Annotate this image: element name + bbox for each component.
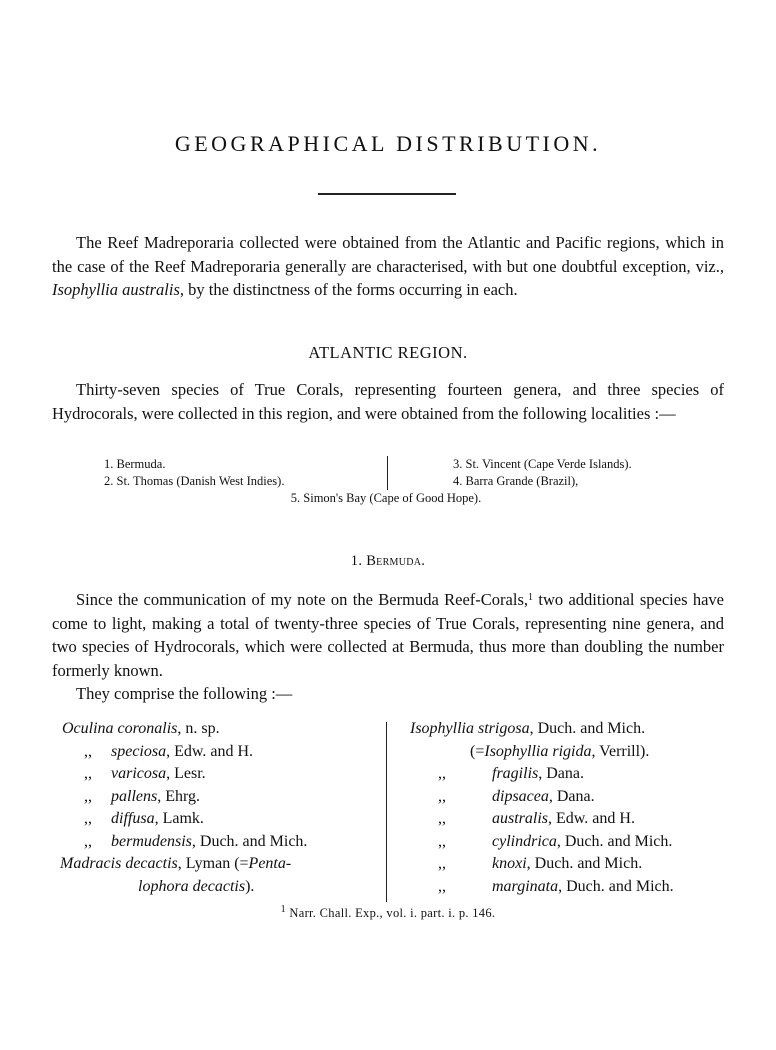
species-authority: , Lyman (= [177, 855, 249, 872]
species-epithet: marginata [492, 877, 559, 895]
species-epithet: knoxi [492, 855, 527, 872]
species-column-right [410, 718, 720, 898]
species-epithet: australis [492, 810, 549, 827]
species-synonym-a: Penta- [248, 855, 292, 872]
species-synonym-b: lophora decactis [138, 877, 246, 895]
species-entry [410, 808, 720, 831]
species-epithet: coronalis [117, 720, 178, 737]
locality-item: 1. Bermuda. [104, 457, 166, 471]
species-authority: , Duch. and Mich. [558, 877, 674, 895]
species-authority: , Ehrg. [157, 787, 201, 805]
species-epithet: speciosa [111, 742, 167, 760]
species-entry [60, 853, 370, 876]
bermuda-name: Bermuda. [366, 553, 426, 569]
species-authority: , Dana. [548, 787, 595, 805]
species-entry-continued [410, 741, 720, 764]
species-entry [410, 718, 720, 741]
species-epithet: varicosa [111, 765, 167, 782]
species-entry [62, 831, 372, 854]
ditto-mark: ,, [438, 765, 446, 782]
bermuda-paragraph [52, 588, 724, 706]
species-authority: , Lesr. [166, 765, 206, 782]
species-entry [410, 786, 720, 809]
intro-paragraph [52, 231, 724, 302]
ditto-mark: ,, [438, 810, 446, 827]
bermuda-number: 1. [350, 553, 363, 569]
species-name: Madracis decactis [60, 855, 178, 872]
footnote-ref: 1 [528, 592, 533, 603]
bermuda-heading [0, 553, 776, 570]
species-divider [386, 722, 387, 902]
species-entry [62, 741, 372, 764]
species-column-left [62, 718, 372, 898]
ditto-mark: ,, [84, 742, 92, 760]
species-entry [62, 808, 372, 831]
species-synonym: Isophyllia rigida [484, 742, 592, 760]
species-authority: , Lamk. [154, 810, 204, 827]
localities-divider [387, 456, 388, 490]
locality-item: 4. Barra Grande (Brazil), [453, 474, 579, 488]
species-entry [410, 831, 720, 854]
species-entry [62, 786, 372, 809]
ditto-mark: ,, [438, 855, 446, 872]
comprise-text: They comprise the following :— [76, 684, 293, 703]
species-epithet: diffusa [111, 810, 155, 827]
species-entry [62, 718, 372, 741]
ditto-mark: ,, [438, 832, 446, 850]
species-authority: , Duch. and Mich. [191, 832, 308, 850]
ditto-mark: ,, [84, 810, 92, 827]
species-authority: , n. sp. [177, 720, 220, 737]
species-epithet: fragilis [492, 765, 539, 782]
species-genus: Oculina [62, 720, 114, 737]
intro-text-a: The Reef Madreporaria collected were obtained from the Atlantic and Pacific regions, which in the case of the Reef Madreporaria generally are characterised, with but one doubtful exception, viz., [52, 233, 724, 276]
bermuda-text-b: two additional species have come to light, making a total of twenty-three species of True Corals, representing nine genera, and two species of Hydrocorals, which were collected at Bermuda, thus more than doubling the number formerly known. [52, 590, 724, 680]
species-entry-continued [62, 876, 372, 899]
atlantic-paragraph [52, 378, 724, 425]
locality-item: 2. St. Thomas (Danish West Indies). [104, 474, 285, 488]
ditto-mark: ,, [84, 765, 92, 782]
species-entry [410, 853, 720, 876]
species-entry [410, 763, 720, 786]
ditto-mark: ,, [84, 787, 92, 805]
ditto-mark: ,, [84, 832, 92, 850]
species-authority: , Duch. and Mich. [556, 832, 673, 850]
synonym-close: , Verrill). [591, 742, 650, 760]
species-authority: , Dana. [538, 765, 584, 782]
species-close: ). [245, 877, 255, 895]
locality-item: 5. Simon's Bay (Cape of Good Hope). [290, 491, 482, 505]
footnote-text: Narr. Chall. Exp., vol. i. part. i. p. 146. [285, 906, 496, 920]
species-authority: , Duch. and Mich. [526, 855, 643, 872]
species-epithet: bermudensis [111, 832, 192, 850]
bermuda-text-a: Since the communication of my note on the Bermuda Reef-Corals, [76, 590, 528, 609]
intro-text-b: , by the distinctness of the forms occurring in each. [179, 280, 518, 299]
page-title: GEOGRAPHICAL DISTRIBUTION. [174, 131, 602, 156]
intro-species: Isophyllia australis [52, 280, 180, 299]
species-epithet: pallens [111, 787, 158, 805]
species-authority: , Duch. and Mich. [529, 720, 646, 737]
species-entry [410, 876, 720, 899]
locality-item: 3. St. Vincent (Cape Verde Islands). [453, 457, 632, 471]
localities-left [104, 456, 284, 490]
species-entry [62, 763, 372, 786]
ditto-mark: ,, [438, 787, 446, 805]
atlantic-text: Thirty-seven species of True Corals, representing fourteen genera, and three species of Hydrocorals, were collected in this region, and were obtained from the following localities :— [52, 380, 724, 423]
synonym-open: (= [470, 742, 485, 760]
species-authority: , Edw. and H. [548, 810, 635, 827]
localities-right [453, 456, 632, 490]
footnote [0, 906, 776, 921]
species-authority: , Edw. and H. [166, 742, 254, 760]
atlantic-heading: ATLANTIC REGION. [308, 343, 468, 362]
footnote-marker: 1 [280, 904, 286, 915]
species-epithet: dipsacea [492, 787, 549, 805]
title-rule [318, 193, 456, 195]
species-epithet: cylindrica [492, 832, 557, 850]
ditto-mark: ,, [438, 877, 446, 895]
species-name: Isophyllia strigosa [410, 720, 530, 737]
